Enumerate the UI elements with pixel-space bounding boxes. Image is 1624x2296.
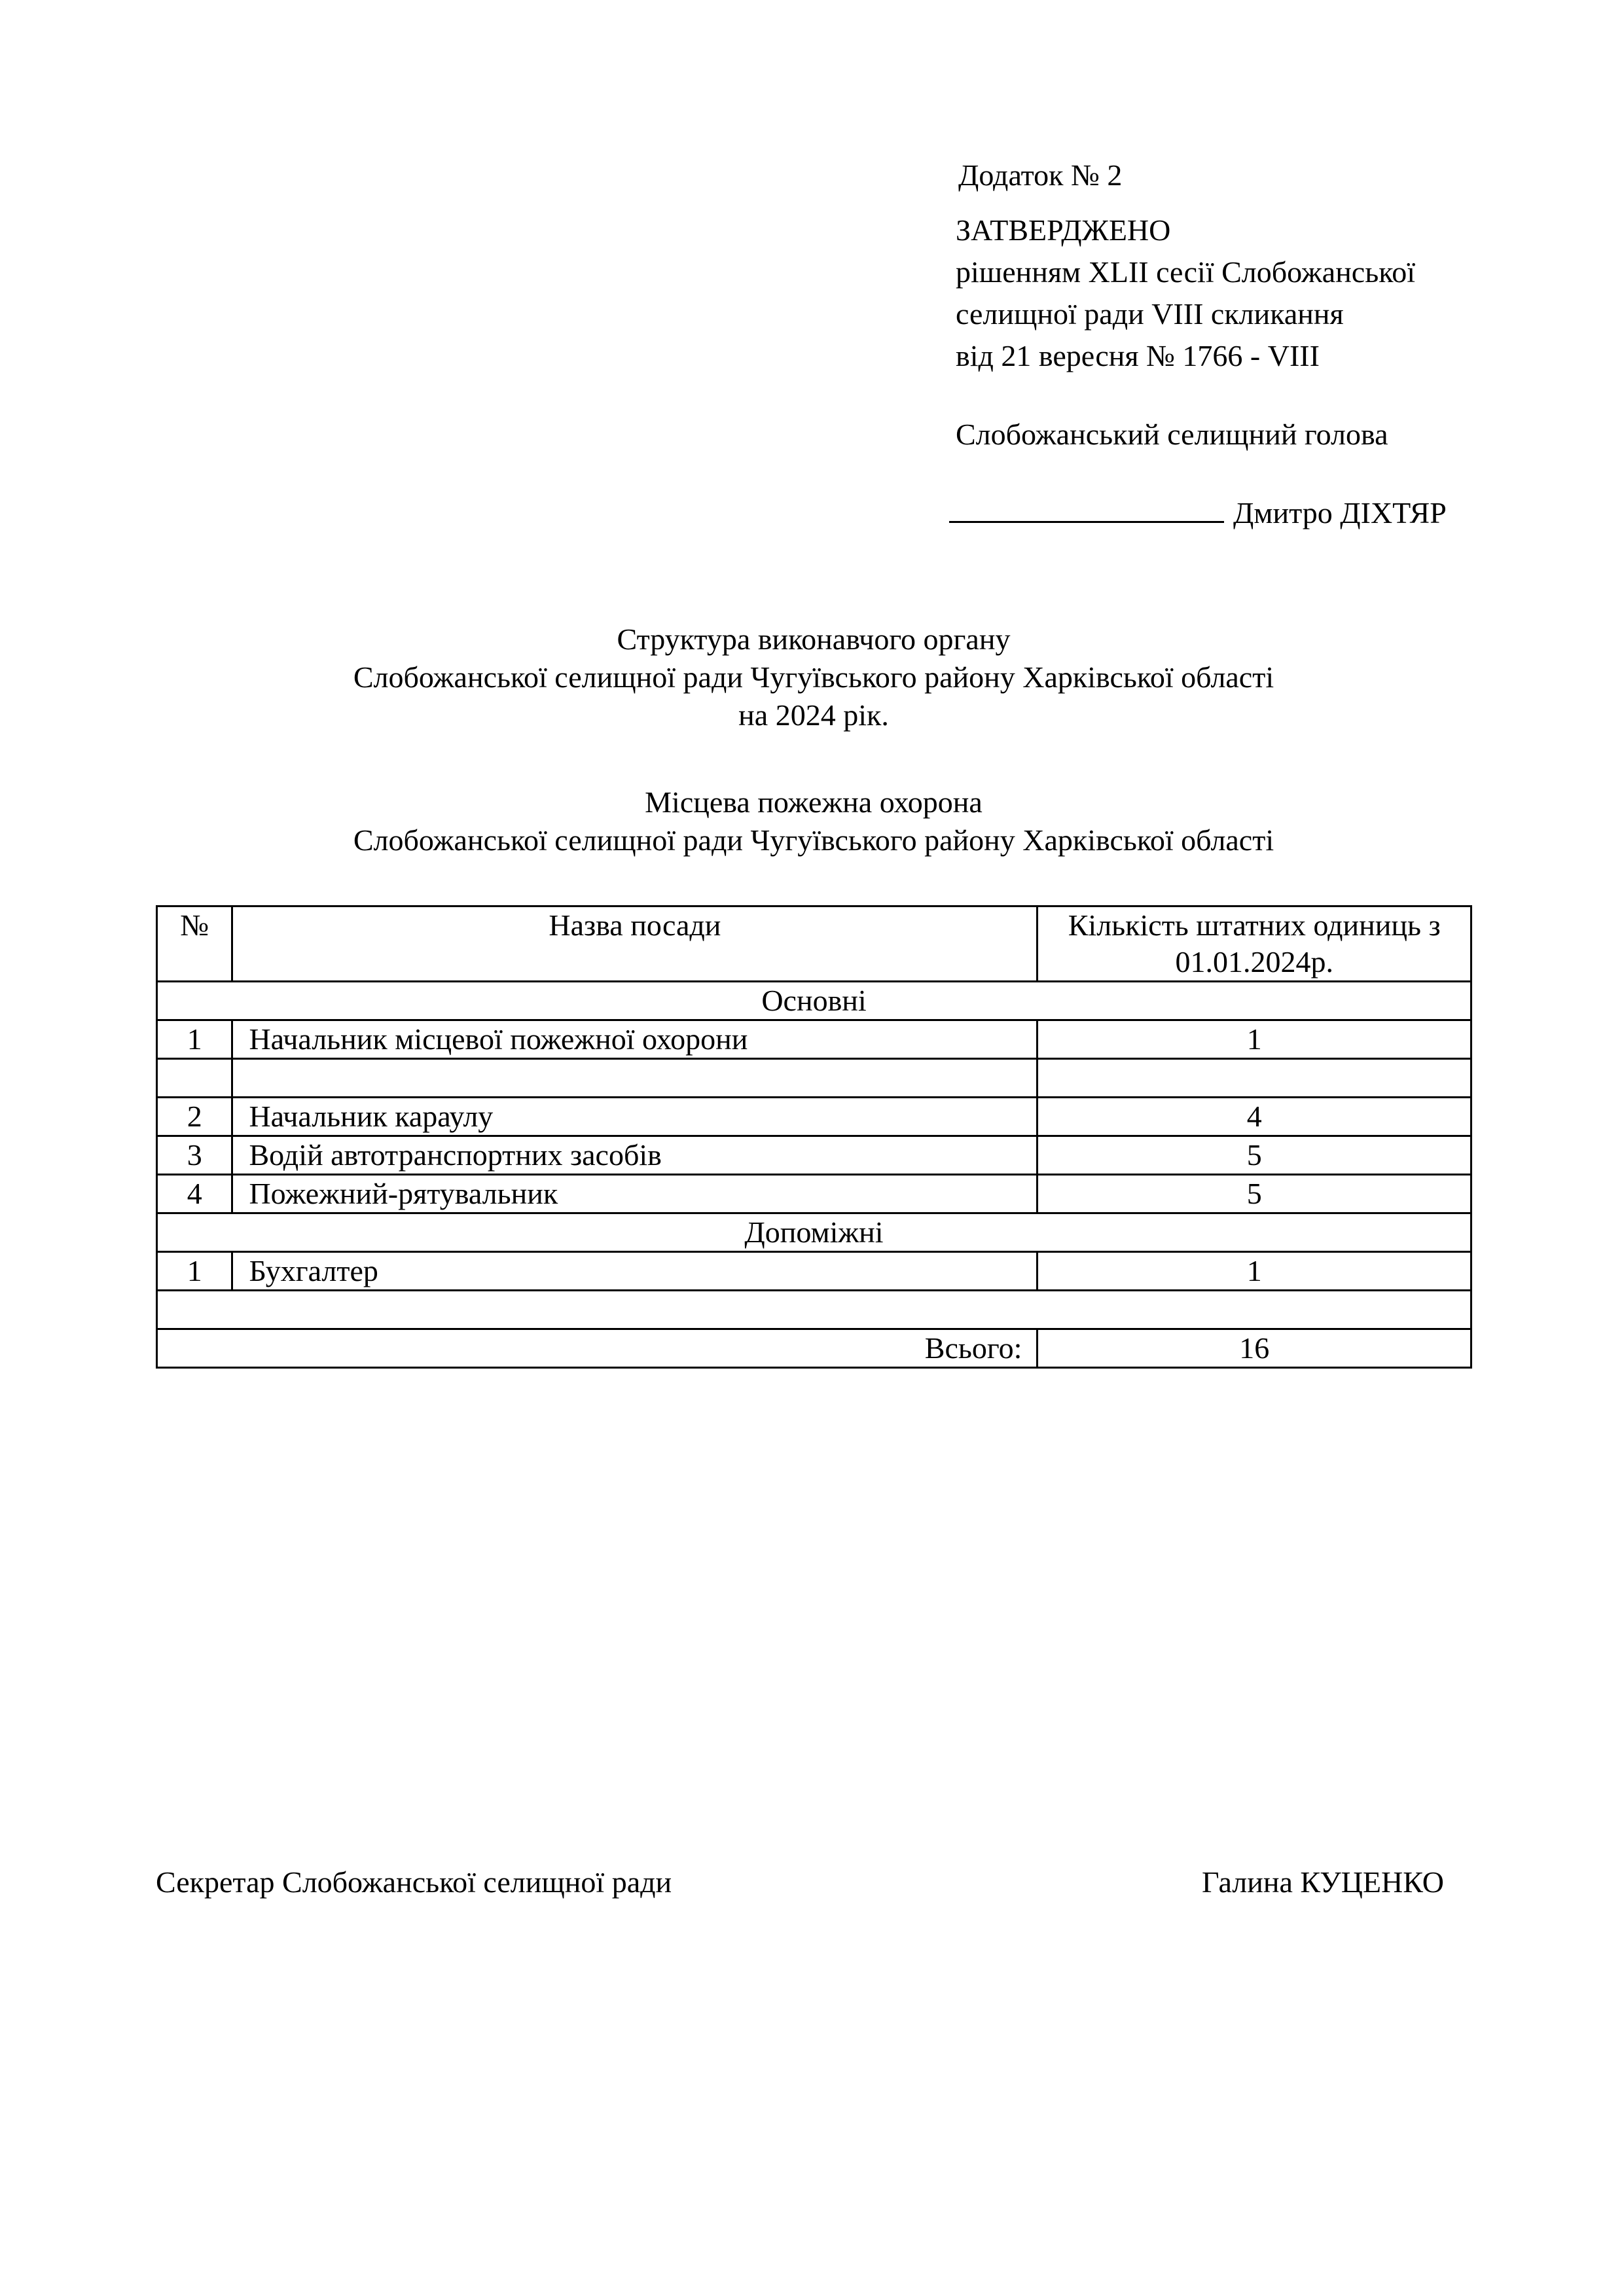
row-position: Начальник місцевої пожежної охорони [232,1020,1038,1059]
row-quantity: 4 [1038,1098,1471,1136]
total-value: 16 [1038,1329,1471,1368]
header-position: Назва посади [232,906,1038,982]
row-position: Водій автотранспортних засобів [232,1136,1038,1175]
section-aux-label: Допоміжні [157,1213,1471,1252]
approved-stamp-text: ЗАТВЕРДЖЕНО [956,213,1171,247]
row-position: Бухгалтер [232,1252,1038,1291]
row-quantity: 5 [1038,1136,1471,1175]
total-label: Всього: [157,1329,1038,1368]
structure-title [156,620,1471,734]
row-quantity: 1 [1038,1252,1471,1291]
staff-table [156,905,1472,1369]
row-number: 3 [157,1136,232,1175]
table-row [157,1136,1471,1175]
section-row-main [157,982,1471,1020]
structure-title-line-3: на 2024 рік. [738,698,889,732]
appendix-number: Додаток № 2 [958,158,1123,192]
row-number: 1 [157,1020,232,1059]
decision-line-3: від 21 вересня № 1766 - VIII [956,339,1320,372]
section-row-aux [157,1213,1471,1252]
table-header-row [157,906,1471,982]
header-quantity-line-2: 01.01.2024р. [1175,945,1333,978]
table-row [157,1252,1471,1291]
row-number: 4 [157,1175,232,1213]
head-name: Дмитро ДІХТЯР [1233,496,1447,529]
structure-title-line-1: Структура виконавчого органу [617,622,1011,656]
row-number: 2 [157,1098,232,1136]
service-title-line-2: Слобожанської селищної ради Чугуївського району Харківської області [353,823,1274,857]
row-position: Пожежний-рятувальник [232,1175,1038,1213]
header-quantity [1038,906,1471,982]
header-number: № [157,906,232,982]
row-quantity: 1 [1038,1020,1471,1059]
decision-line-2: селищної ради VIII скликання [956,297,1344,331]
secretary-title: Секретар Слобожанської селищної ради [156,1865,672,1899]
decision-line-1: рішенням XLII сесії Слобожанської [956,255,1415,289]
approval-block [956,154,1545,534]
service-title-line-1: Місцева пожежна охорона [645,785,983,819]
head-signature [949,491,1545,534]
header-quantity-line-1: Кількість штатних одиниць з [1068,908,1441,942]
table-row [157,1175,1471,1213]
empty-cell [1038,1059,1471,1098]
empty-row [157,1059,1471,1098]
secretary-name: Галина КУЦЕНКО [1202,1865,1444,1899]
table-row [157,1020,1471,1059]
empty-cell [232,1059,1038,1098]
signature-line [949,491,1224,523]
empty-cell [157,1291,1471,1329]
empty-row [157,1291,1471,1329]
structure-title-line-2: Слобожанської селищної ради Чугуївського району Харківської області [353,660,1274,694]
section-main-label: Основні [157,982,1471,1020]
row-position: Начальник караулу [232,1098,1038,1136]
table-row [157,1098,1471,1136]
row-number: 1 [157,1252,232,1291]
row-quantity: 5 [1038,1175,1471,1213]
total-row [157,1329,1471,1368]
head-title: Слобожанський селищний голова [956,418,1388,451]
empty-cell [157,1059,232,1098]
service-title [156,783,1471,859]
